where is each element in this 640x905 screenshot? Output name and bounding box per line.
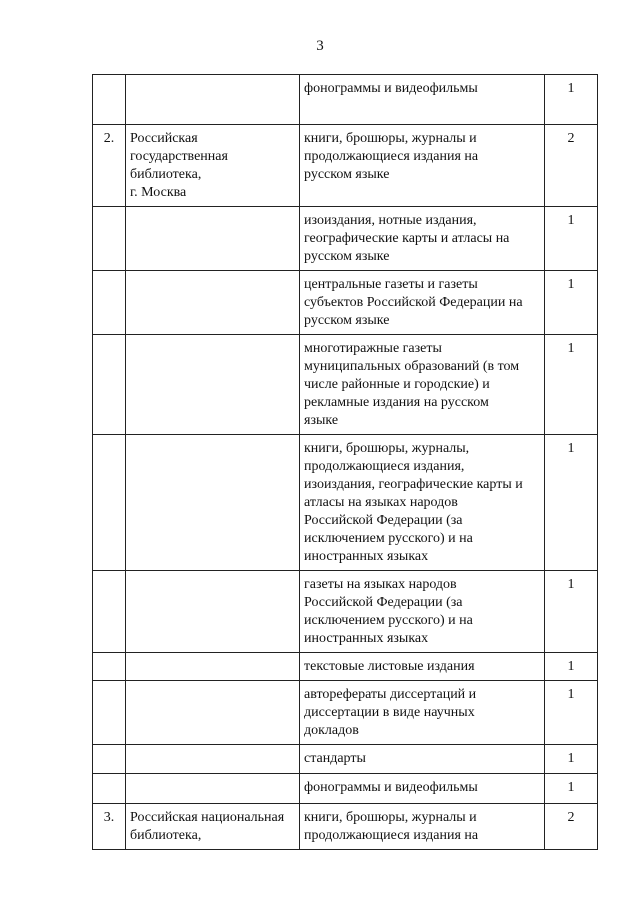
row-number-cell — [93, 774, 126, 804]
row-number-cell — [93, 271, 126, 335]
copies-count-cell — [545, 75, 598, 125]
library-name-cell — [126, 271, 300, 335]
row-number-cell — [93, 207, 126, 271]
library-name-cell — [126, 804, 300, 850]
copies-count-cell-text: 1 — [567, 751, 575, 766]
library-name-cell — [126, 681, 300, 745]
copies-count-cell-text: 1 — [567, 277, 575, 292]
library-name-cell — [126, 653, 300, 681]
publication-type-cell-text: газеты на языках народов Российской Федерации (за исключением русского) и на иностранных языках — [304, 577, 473, 646]
copies-count-cell — [545, 435, 598, 571]
publication-type-cell — [300, 804, 545, 850]
copies-count-cell-text: 1 — [567, 659, 575, 674]
row-number-cell — [93, 653, 126, 681]
publication-type-cell-text: авторефераты диссертаций и диссертации в виде научных докладов — [304, 687, 477, 738]
table-row — [93, 774, 598, 804]
library-name-cell — [126, 571, 300, 653]
table-body — [93, 75, 598, 850]
copies-count-cell — [545, 335, 598, 435]
row-number-cell — [93, 681, 126, 745]
page-number: 3 — [316, 38, 324, 54]
publication-type-cell-text: книги, брошюры, журналы и продолжающиеся издания на — [304, 810, 479, 843]
copies-count-cell-text: 2 — [567, 810, 575, 825]
copies-count-cell-text: 1 — [567, 341, 575, 356]
row-number-cell — [93, 745, 126, 774]
table-row — [93, 681, 598, 745]
copies-count-cell — [545, 745, 598, 774]
library-name-cell — [126, 75, 300, 125]
table-row — [93, 335, 598, 435]
publication-type-cell — [300, 125, 545, 207]
copies-count-cell-text: 1 — [567, 687, 575, 702]
table-row — [93, 125, 598, 207]
copies-count-cell — [545, 571, 598, 653]
publication-type-cell — [300, 271, 545, 335]
table-row — [93, 435, 598, 571]
copies-count-cell — [545, 271, 598, 335]
table-row — [93, 75, 598, 125]
library-name-cell — [126, 335, 300, 435]
publication-type-cell — [300, 745, 545, 774]
copies-count-cell-text: 1 — [567, 441, 575, 456]
row-number-cell — [93, 125, 126, 207]
copies-count-cell — [545, 774, 598, 804]
library-name-cell-text: Российская национальная библиотека, — [130, 810, 285, 843]
table-row — [93, 207, 598, 271]
publication-type-cell — [300, 75, 545, 125]
publication-type-cell-text: книги, брошюры, журналы и продолжающиеся издания на русском языке — [304, 131, 479, 182]
copies-count-cell — [545, 681, 598, 745]
library-name-cell — [126, 435, 300, 571]
publication-type-cell-text: текстовые листовые издания — [304, 659, 475, 674]
publication-type-cell-text: многотиражные газеты муниципальных образований (в том числе районные и городские) и рекламные издания на русском языке — [304, 341, 520, 428]
copies-count-cell — [545, 125, 598, 207]
copies-count-cell — [545, 804, 598, 850]
library-name-cell-text: Российская государственная библиотека, г. Москва — [130, 131, 228, 200]
publication-type-cell — [300, 335, 545, 435]
row-number-cell — [93, 75, 126, 125]
table-row — [93, 653, 598, 681]
copies-count-cell-text: 1 — [567, 577, 575, 592]
library-name-cell — [126, 745, 300, 774]
copies-count-cell-text: 1 — [567, 81, 575, 96]
row-number-cell — [93, 571, 126, 653]
publication-type-cell — [300, 435, 545, 571]
copies-count-cell — [545, 653, 598, 681]
row-number-cell-text: 2. — [103, 131, 115, 146]
library-name-cell — [126, 125, 300, 207]
copies-count-cell-text: 2 — [567, 131, 575, 146]
publication-type-cell-text: фонограммы и видеофильмы — [304, 81, 478, 96]
publication-type-cell — [300, 571, 545, 653]
publication-type-cell-text: фонограммы и видеофильмы — [304, 780, 478, 795]
distribution-table — [92, 74, 598, 850]
publication-type-cell-text: стандарты — [304, 751, 366, 766]
publication-type-cell-text: книги, брошюры, журналы, продолжающиеся издания, изоиздания, географические карты и атласы на языках народов Российской Федерации (за исключением русского) и на иностранных языках — [304, 441, 523, 564]
row-number-cell — [93, 435, 126, 571]
publication-type-cell — [300, 774, 545, 804]
copies-count-cell-text: 1 — [567, 780, 575, 795]
row-number-cell — [93, 804, 126, 850]
table-row — [93, 571, 598, 653]
library-name-cell — [126, 207, 300, 271]
table-row — [93, 804, 598, 850]
publication-type-cell-text: центральные газеты и газеты субъектов Российской Федерации на русском языке — [304, 277, 523, 328]
row-number-cell-text: 3. — [103, 810, 115, 825]
table-row — [93, 745, 598, 774]
publication-type-cell — [300, 681, 545, 745]
publication-type-cell-text: изоиздания, нотные издания, географические карты и атласы на русском языке — [304, 213, 510, 264]
copies-count-cell-text: 1 — [567, 213, 575, 228]
publication-type-cell — [300, 207, 545, 271]
copies-count-cell — [545, 207, 598, 271]
table-row — [93, 271, 598, 335]
library-name-cell — [126, 774, 300, 804]
publication-type-cell — [300, 653, 545, 681]
row-number-cell — [93, 335, 126, 435]
